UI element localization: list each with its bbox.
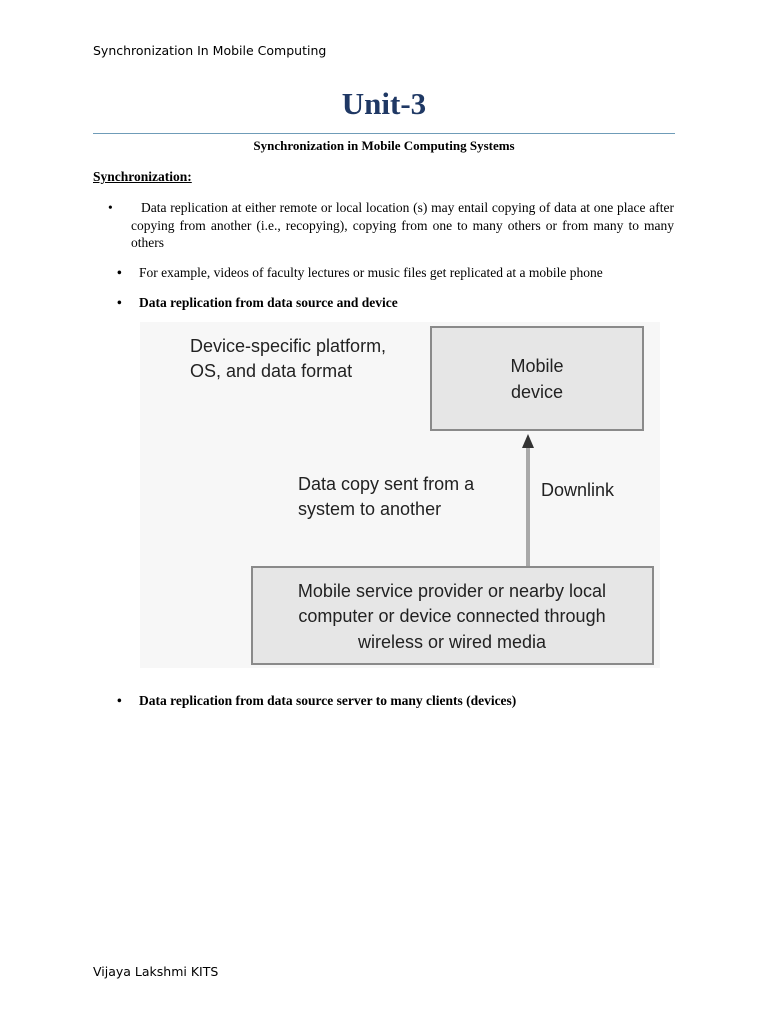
page-subtitle: Synchronization in Mobile Computing Systems [253,138,515,153]
bullet-text: For example, videos of faculty lectures or music files get replicated at a mobile phone [139,265,603,280]
mobile-device-box [431,327,643,430]
bullet-marker: • [117,265,122,280]
mobile-device-label-1: Mobile [510,356,564,376]
bullet-marker: • [117,295,122,310]
bullet-marker: • [117,693,122,708]
platform-label-1: Device-specific platform, [190,336,387,356]
copy-label-2: system to another [298,499,442,519]
downlink-arrow-head [522,434,534,448]
section-heading: Synchronization: [93,169,192,184]
bullet-text: Data replication from data source server to many clients (devices) [139,693,517,708]
platform-label-2: OS, and data format [190,361,353,381]
title-divider [93,133,675,134]
bullet-marker: • [108,200,113,215]
page-title: Unit-3 [341,86,427,121]
bullet-text: Data replication at either remote or local location (s) may entail copying of data at one place after copying from another (i.e., recopying), copying from one to many others or from many to many others [131,200,674,250]
page-header: Synchronization In Mobile Computing [93,43,327,58]
provider-label-1: Mobile service provider or nearby local [297,581,607,601]
provider-label-3: wireless or wired media [357,632,547,652]
copy-label-1: Data copy sent from a [298,474,475,494]
bullet-text: Data replication from data source and device [139,295,398,310]
page-footer: Vijaya Lakshmi KITS [93,964,219,979]
mobile-device-label-2: device [510,382,564,402]
provider-label-2: computer or device connected through [298,606,606,626]
downlink-label: Downlink [541,480,615,500]
replication-diagram [140,322,660,668]
